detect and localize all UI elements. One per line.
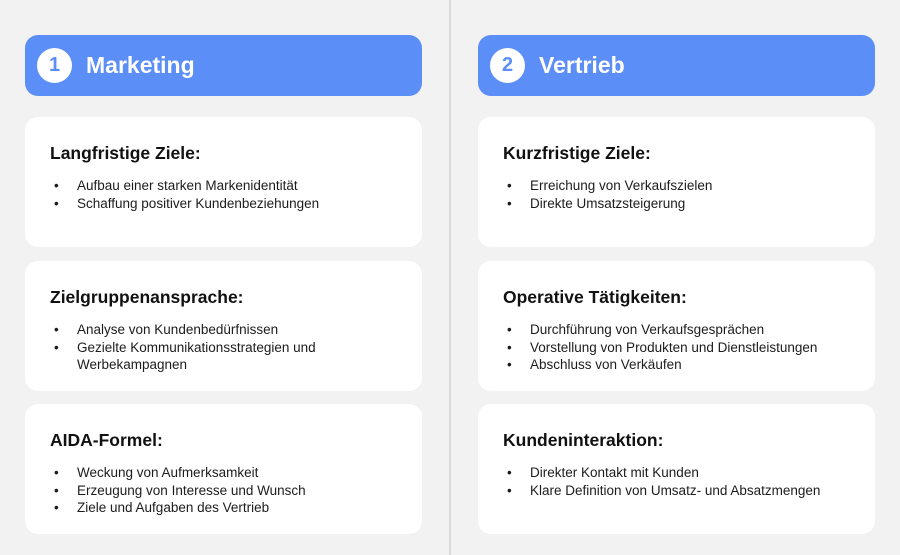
list-item: • Erzeugung von Interesse und Wunsch (50, 482, 402, 500)
card-kurzfristige-ziele (478, 117, 875, 247)
list-item: • Gezielte Kommunikationsstrategien und Werbekampagnen (50, 339, 402, 374)
step-number-badge: 1 (37, 48, 72, 83)
card-operative-taetigkeiten (478, 261, 875, 391)
bullet-list (503, 321, 855, 374)
bullet-list (50, 177, 402, 212)
bullet-list (503, 464, 855, 499)
marketing-title: Marketing (86, 52, 195, 78)
card-kundeninteraktion (478, 404, 875, 534)
marketing-header (25, 35, 422, 96)
list-item: • Weckung von Aufmerksamkeit (50, 464, 402, 482)
list-item: • Klare Definition von Umsatz- und Absatzmengen (503, 482, 855, 500)
list-item: • Direkte Umsatzsteigerung (503, 195, 855, 213)
card-title: AIDA-Formel: (50, 430, 163, 450)
bullet-list (503, 177, 855, 212)
list-item: • Schaffung positiver Kundenbeziehungen (50, 195, 402, 213)
vertrieb-column (478, 35, 875, 498)
list-item: • Vorstellung von Produkten und Dienstleistungen (503, 339, 855, 357)
list-item: • Erreichung von Verkaufszielen (503, 177, 855, 195)
step-number-badge: 2 (490, 48, 525, 83)
list-item: • Abschluss von Verkäufen (503, 356, 855, 374)
vertrieb-header (478, 35, 875, 96)
card-aida-formel (25, 404, 422, 534)
list-item: • Analyse von Kundenbedürfnissen (50, 321, 402, 339)
list-item: • Ziele und Aufgaben des Vertrieb (50, 499, 402, 517)
bullet-list (50, 321, 402, 374)
bullet-list (50, 464, 402, 517)
list-item: • Durchführung von Verkaufsgesprächen (503, 321, 855, 339)
column-divider (449, 0, 451, 555)
marketing-column (25, 35, 422, 515)
card-title: Langfristige Ziele: (50, 143, 201, 163)
vertrieb-title: Vertrieb (539, 52, 625, 78)
card-title: Kundeninteraktion: (503, 430, 664, 450)
list-item: • Aufbau einer starken Markenidentität (50, 177, 402, 195)
card-zielgruppenansprache (25, 261, 422, 391)
card-title: Zielgruppenansprache: (50, 287, 244, 307)
list-item: • Direkter Kontakt mit Kunden (503, 464, 855, 482)
card-langfristige-ziele (25, 117, 422, 247)
card-title: Operative Tätigkeiten: (503, 287, 687, 307)
card-title: Kurzfristige Ziele: (503, 143, 651, 163)
